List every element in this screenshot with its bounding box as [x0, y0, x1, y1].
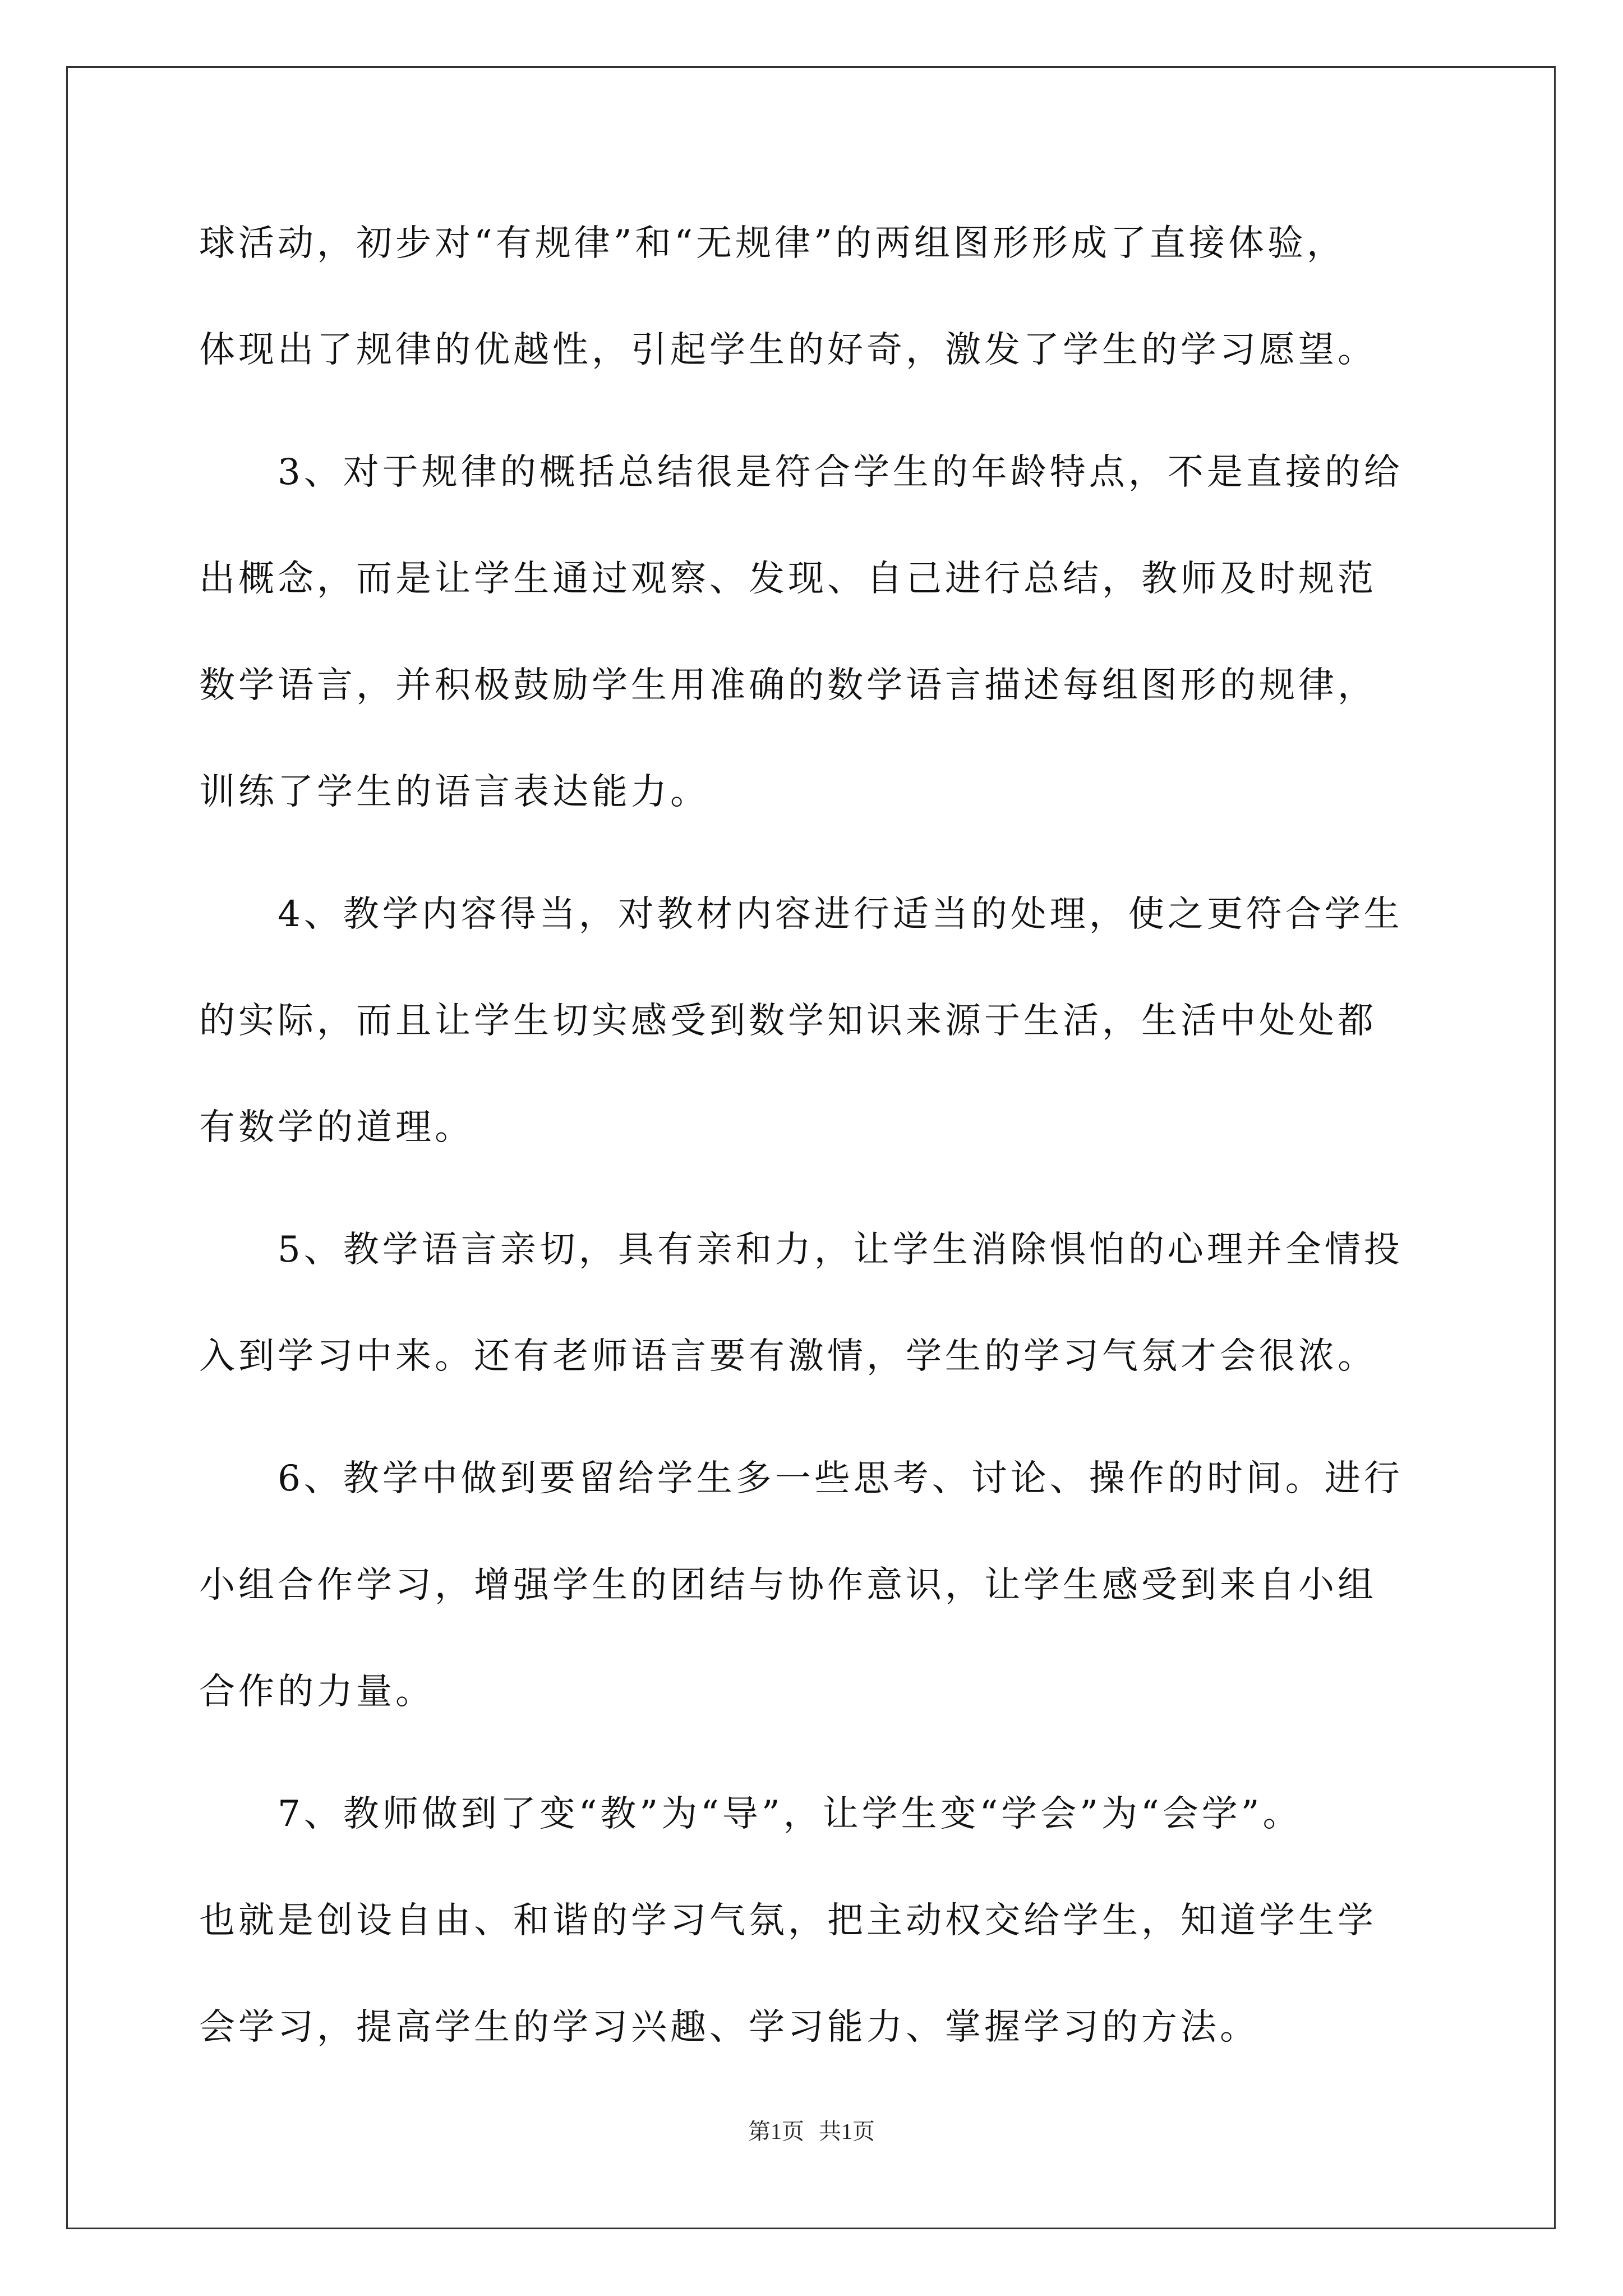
paragraph-5-line: 5、教学语言亲切，具有亲和力，让学生消除惧怕的心理并全情投	[278, 1229, 1403, 1271]
text-line: 体现出了规律的优越性，引起学生的好奇，激发了学生的学习愿望。	[199, 329, 1377, 371]
text-line: 也就是创设自由、和谐的学习气氛，把主动权交给学生，知道学生学	[199, 1900, 1377, 1941]
paragraph-4-line: 4、教学内容得当，对教材内容进行适当的处理，使之更符合学生	[278, 894, 1403, 935]
page-number-current: 第1页	[748, 2119, 804, 2144]
paragraph-3-line: 3、对于规律的概括总结很是符合学生的年龄特点，不是直接的给	[278, 452, 1403, 493]
text-line: 球活动，初步对“有规律”和“无规律”的两组图形形成了直接体验，	[199, 223, 1346, 264]
text-line: 小组合作学习，增强学生的团结与协作意识，让学生感受到来自小组	[199, 1565, 1377, 1606]
text-line: 有数学的道理。	[199, 1107, 474, 1148]
page-number-total: 共1页	[819, 2119, 875, 2144]
page-footer	[0, 2114, 1623, 2146]
paragraph-7-line: 7、教师做到了变“教”为“导”，让学生变“学会”为“会学”。	[278, 1793, 1302, 1835]
text-line: 会学习，提高学生的学习兴趣、学习能力、掌握学习的方法。	[199, 2007, 1259, 2048]
text-line: 入到学习中来。还有老师语言要有激情，学生的学习气氛才会很浓。	[199, 1336, 1377, 1377]
text-line: 数学语言，并积极鼓励学生用准确的数学语言描述每组图形的规律，	[199, 665, 1377, 706]
text-line: 合作的力量。	[199, 1671, 435, 1713]
text-line: 的实际，而且让学生切实感受到数学知识来源于生活，生活中处处都	[199, 1000, 1377, 1042]
paragraph-6-line: 6、教学中做到要留给学生多一些思考、讨论、操作的时间。进行	[278, 1458, 1403, 1499]
text-line: 训练了学生的语言表达能力。	[199, 771, 709, 813]
text-line: 出概念，而是让学生通过观察、发现、自己进行总结，教师及时规范	[199, 558, 1377, 600]
